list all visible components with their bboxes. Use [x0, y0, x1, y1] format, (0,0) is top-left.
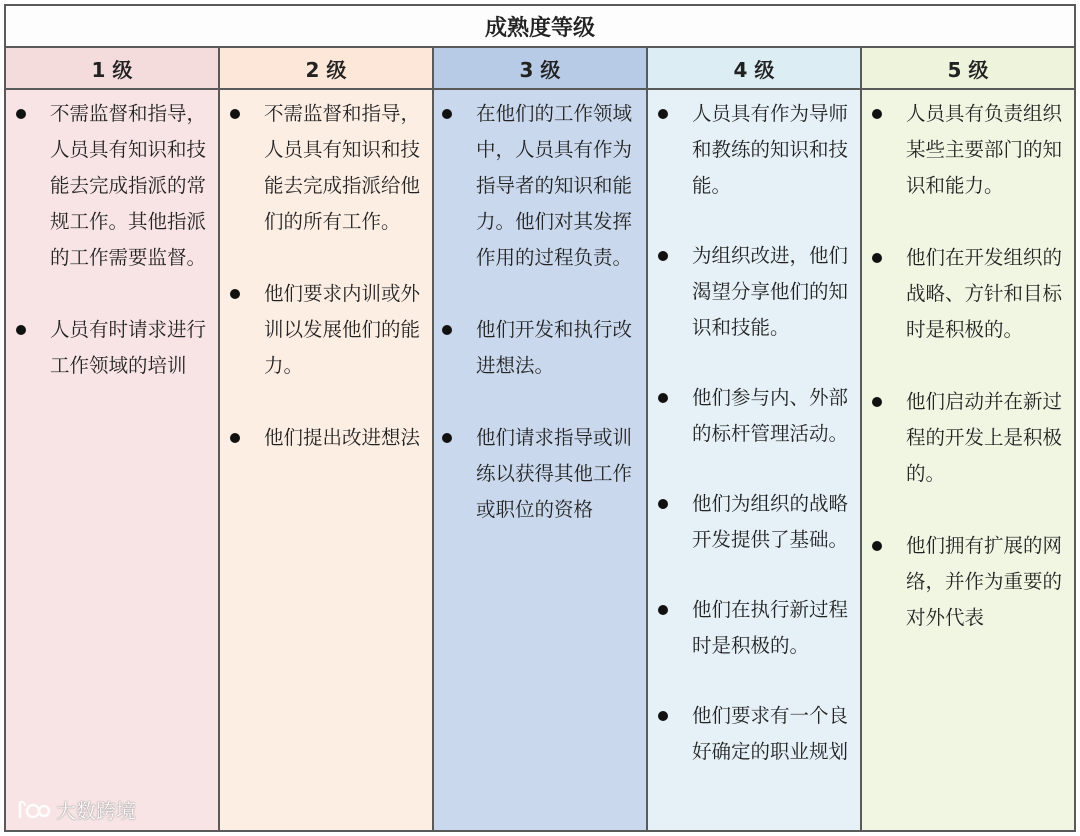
- item-text: 在他们的工作领域中，人员具有作为指导者的知识和能力。他们对其发挥作用的过程负责。: [476, 102, 633, 269]
- item-text: 他们参与内、外部的标杆管理活动。: [692, 386, 849, 445]
- list-item: [440, 420, 636, 528]
- bullet-icon: [658, 109, 668, 119]
- bullet-icon: [230, 289, 240, 299]
- item-text: 他们要求内训或外训以发展他们的能力。: [264, 282, 421, 377]
- item-text: 为组织改进，他们渴望分享他们的知识和技能。: [692, 244, 849, 339]
- list-item: [656, 698, 850, 770]
- list-item: [656, 96, 850, 204]
- level-header-4: 4 级: [648, 48, 860, 90]
- level-body-2: [220, 90, 432, 830]
- bullet-icon: [658, 605, 668, 615]
- bullet-icon: [442, 325, 452, 335]
- bullet-icon: [442, 109, 452, 119]
- maturity-table: [4, 4, 1076, 832]
- bullet-icon: [230, 109, 240, 119]
- level-header-3: 3 级: [434, 48, 646, 90]
- level-header-2: 2 级: [220, 48, 432, 90]
- level-header-1: 1 级: [6, 48, 218, 90]
- item-text: 他们开发和执行改进想法。: [476, 318, 633, 377]
- item-text: 他们为组织的战略开发提供了基础。: [692, 492, 849, 551]
- list-item: [870, 384, 1064, 492]
- watermark: [16, 795, 136, 824]
- item-text: 他们在执行新过程时是积极的。: [692, 598, 849, 657]
- item-text: 他们要求有一个良好确定的职业规划: [692, 704, 849, 763]
- list-item: [440, 96, 636, 276]
- item-text: 他们请求指导或训练以获得其他工作或职位的资格: [476, 426, 633, 521]
- level-header-5: 5 级: [862, 48, 1074, 90]
- bullet-icon: [658, 251, 668, 261]
- item-text: 不需监督和指导，人员具有知识和技能去完成指派给他们的所有工作。: [264, 102, 421, 233]
- watermark-text: 大数跨境: [56, 799, 136, 823]
- list-item: [14, 312, 208, 384]
- table-title: 成熟度等级: [6, 6, 1074, 48]
- brand-logo-icon: [16, 799, 50, 821]
- list-item: [870, 528, 1064, 636]
- bullet-icon: [16, 109, 26, 119]
- list-item: [870, 240, 1064, 348]
- list-item: [656, 486, 850, 558]
- item-text: 他们拥有扩展的网络，并作为重要的对外代表: [906, 534, 1063, 629]
- item-text: 不需监督和指导，人员具有知识和技能去完成指派的常规工作。其他指派的工作需要监督。: [50, 102, 207, 269]
- bullet-icon: [658, 499, 668, 509]
- level-column-5: [862, 48, 1074, 830]
- level-column-3: [434, 48, 648, 830]
- level-body-1: [6, 90, 218, 830]
- list-item: [656, 238, 850, 346]
- bullet-icon: [442, 433, 452, 443]
- item-text: 人员具有作为导师和教练的知识和技能。: [692, 102, 849, 197]
- bullet-icon: [872, 397, 882, 407]
- level-body-5: [862, 90, 1074, 830]
- bullet-icon: [872, 253, 882, 263]
- level-body-3: [434, 90, 646, 830]
- list-item: [228, 420, 422, 456]
- list-item: [656, 380, 850, 452]
- bullet-icon: [16, 325, 26, 335]
- level-column-4: [648, 48, 862, 830]
- bullet-icon: [872, 109, 882, 119]
- level-column-2: [220, 48, 434, 830]
- item-text: 他们在开发组织的战略、方针和目标时是积极的。: [906, 246, 1063, 341]
- item-text: 他们启动并在新过程的开发上是积极的。: [906, 390, 1063, 485]
- item-text: 他们提出改进想法: [264, 426, 421, 449]
- bullet-icon: [230, 433, 240, 443]
- list-item: [228, 276, 422, 384]
- list-item: [870, 96, 1064, 204]
- level-column-1: [6, 48, 220, 830]
- list-item: [228, 96, 422, 240]
- level-body-4: [648, 90, 860, 830]
- level-columns: [6, 48, 1074, 830]
- bullet-icon: [872, 541, 882, 551]
- list-item: [440, 312, 636, 384]
- item-text: 人员具有负责组织某些主要部门的知识和能力。: [906, 102, 1063, 197]
- list-item: [656, 592, 850, 664]
- bullet-icon: [658, 711, 668, 721]
- list-item: [14, 96, 208, 276]
- bullet-icon: [658, 393, 668, 403]
- item-text: 人员有时请求进行工作领域的培训: [50, 318, 207, 377]
